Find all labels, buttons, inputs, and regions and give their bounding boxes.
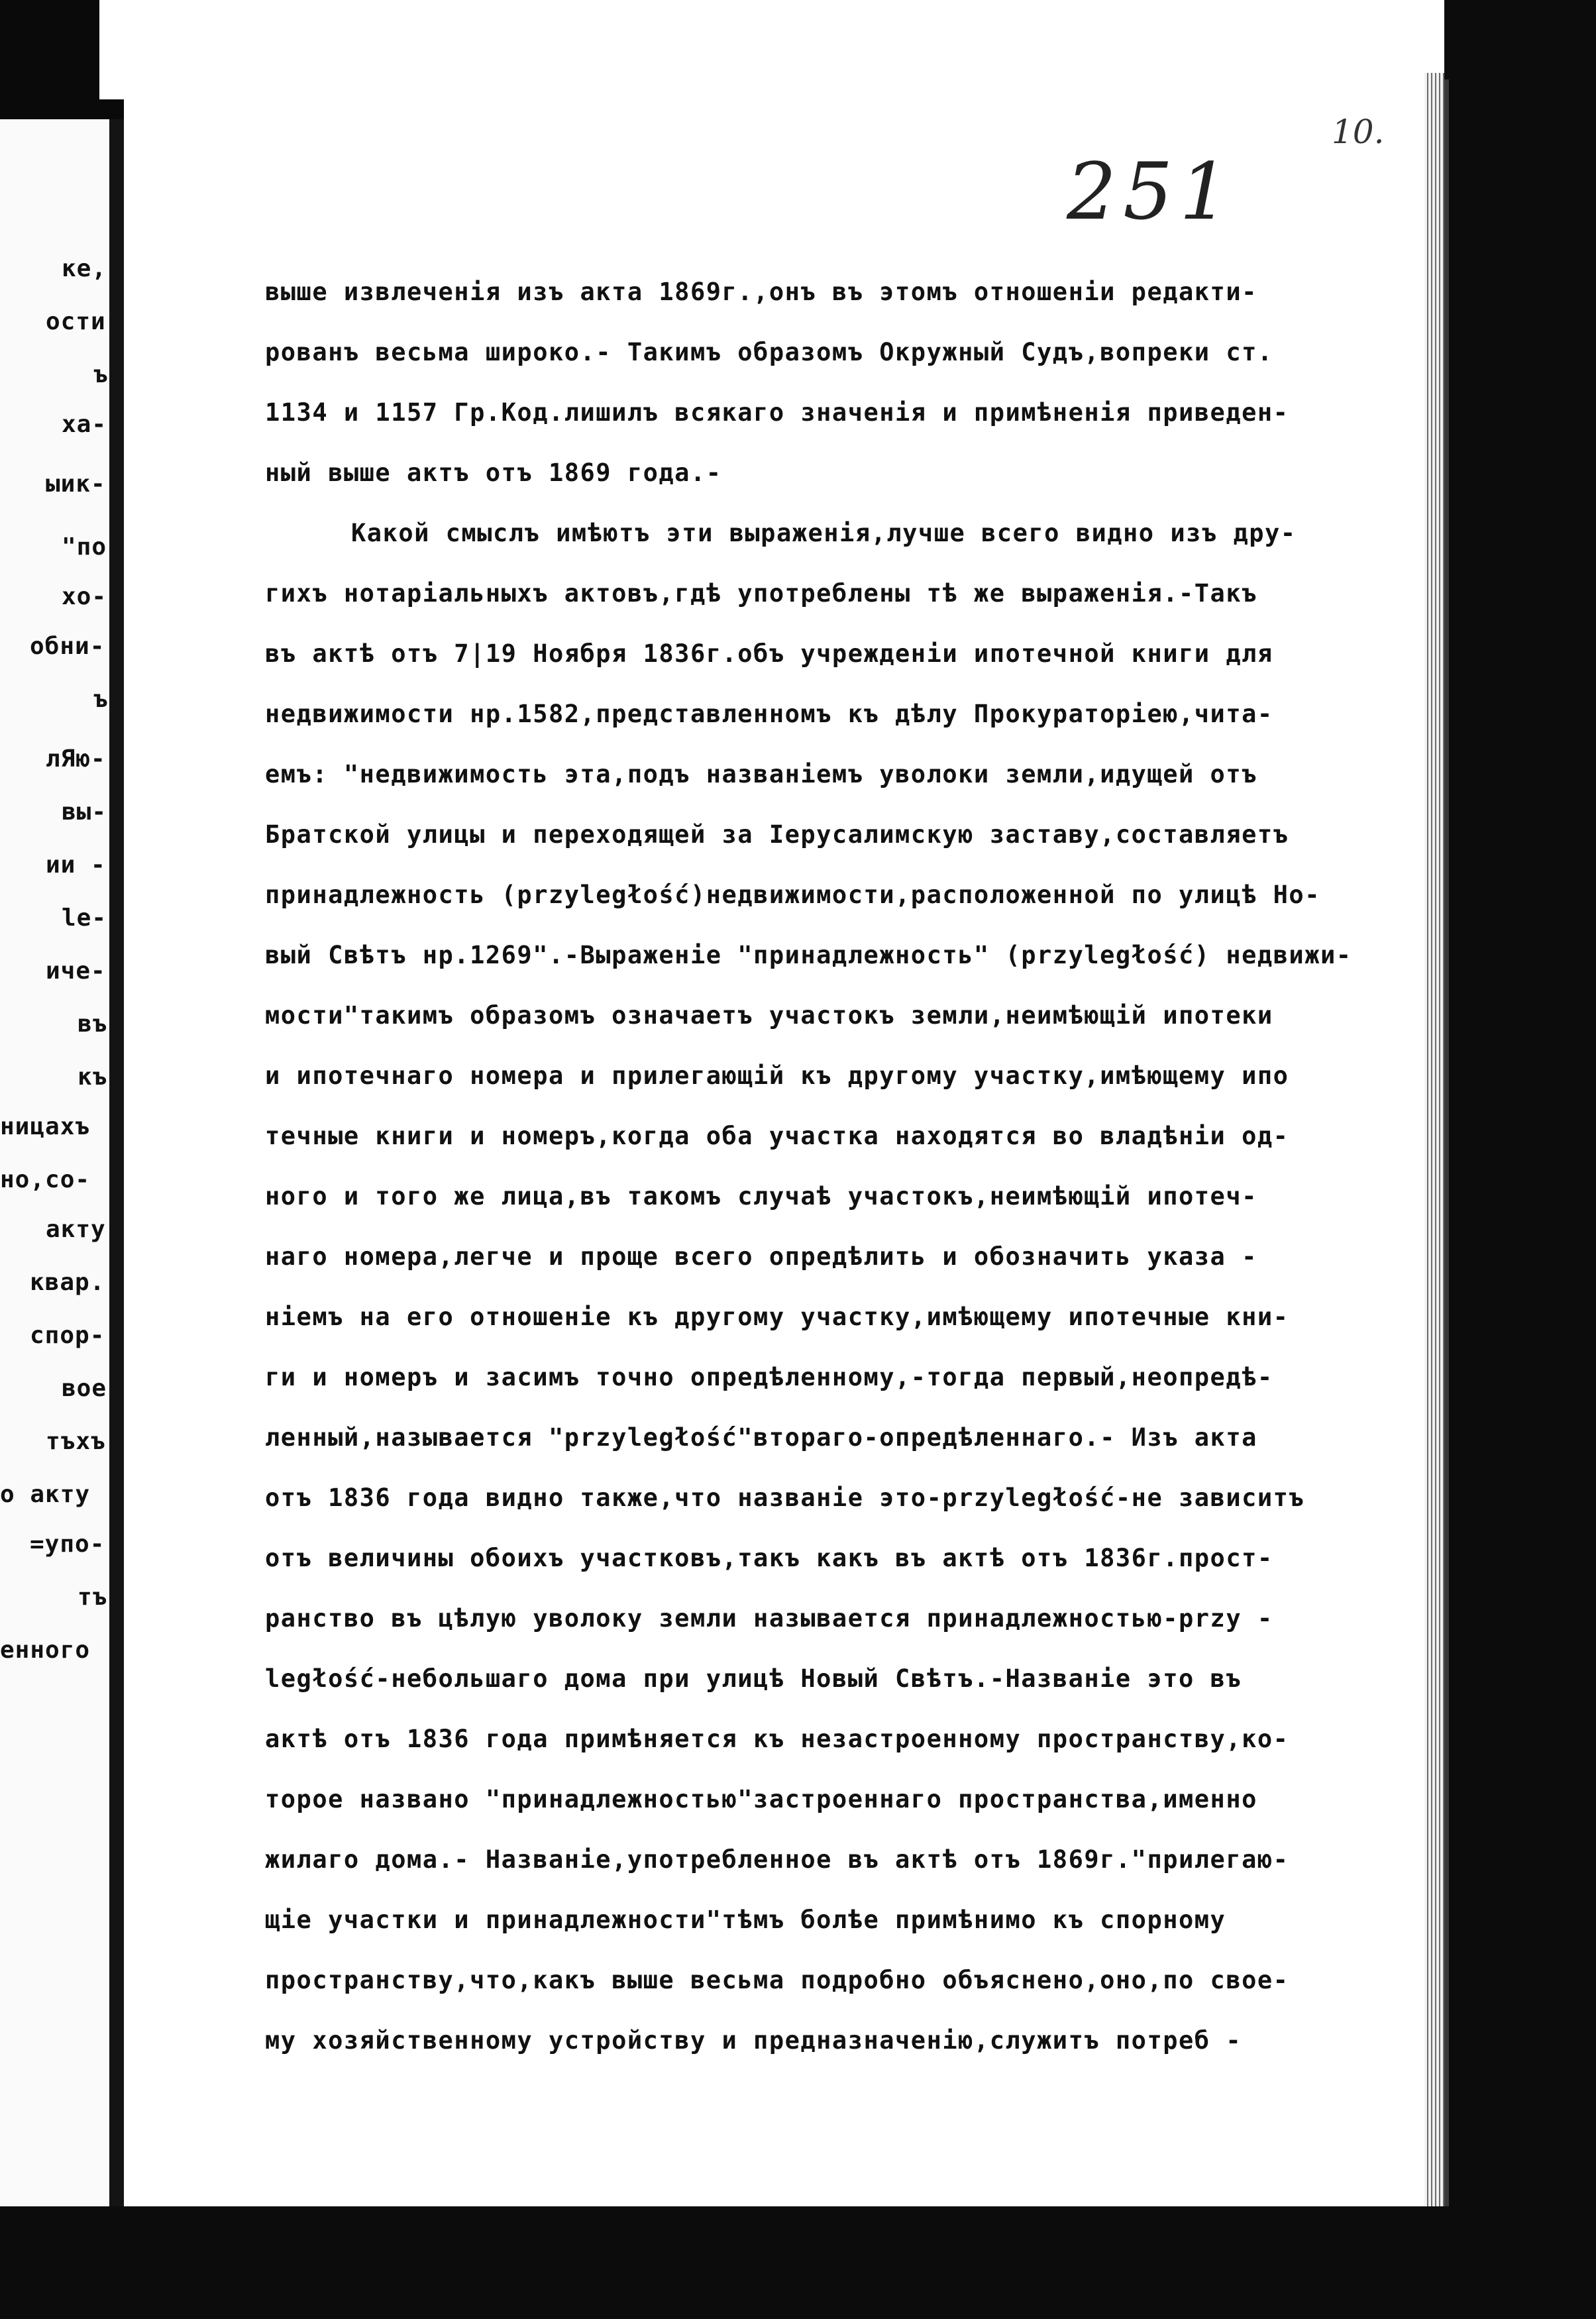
left-page-fragment: вы- [62, 798, 107, 826]
text-line: нiемъ на его отношенiе къ другому участку,имѣющему ипотечные кни- [265, 1303, 1289, 1331]
left-page-fragment: ъ [93, 361, 109, 388]
text-line: жилаго дома.- Названiе,употребленное въ актѣ отъ 1869г."прилегаю- [265, 1845, 1289, 1874]
left-page-fragment: тъхъ [46, 1428, 106, 1455]
left-page-fragment: ха- [62, 411, 107, 438]
left-page-fragment: квар. [30, 1269, 105, 1296]
text-line: течные книги и номеръ,когда оба участка находятся во владѣнiи од- [265, 1122, 1289, 1150]
folio-number: 251 [1067, 146, 1236, 237]
text-line: мости"такимъ образомъ означаетъ участокъ земли,неимѣющiй ипотеки [265, 1001, 1273, 1030]
left-page-fragment: ости [46, 308, 106, 335]
text-line: му хозяйственному устройству и предназначенiю,служитъ потреб - [265, 2026, 1242, 2055]
text-line: торое названо "принадлежностью"застроеннаго пространства,именно [265, 1785, 1257, 1813]
previous-page-fragment [0, 119, 109, 2206]
text-line: 1134 и 1157 Гр.Код.лишилъ всякаго значенiя и примѣненiя приведен- [265, 398, 1289, 427]
left-page-fragment: =упо- [30, 1531, 105, 1558]
text-line: недвижимости нр.1582,представленномъ къ дѣлу Прокураторiею,чита- [265, 700, 1273, 728]
document-body [265, 262, 1391, 2071]
scan-background-bottom [0, 2206, 1596, 2319]
text-line: отъ величины обоихъ участковъ,такъ какъ въ актѣ отъ 1836г.прост- [265, 1544, 1273, 1572]
text-line: актѣ отъ 1836 года примѣняется къ незастроенному пространству,ко- [265, 1725, 1289, 1753]
left-page-fragment: ницахъ [0, 1113, 91, 1140]
text-line: вый Свѣтъ нр.1269".-Выраженiе "принадлежность" (przyległość) недвижи- [265, 941, 1352, 969]
left-page-fragment: тъ [78, 1584, 108, 1611]
text-line: ного и того же лица,въ такомъ случаѣ участокъ,неимѣющiй ипотеч- [265, 1182, 1257, 1211]
left-page-fragment: лЯю- [46, 745, 106, 773]
left-page-fragment: ыик- [46, 470, 106, 498]
left-page-fragment: ъ [93, 686, 109, 713]
text-line: Братской улицы и переходящей за Iерусалимскую заставу,составляетъ [265, 820, 1289, 849]
text-line: въ актѣ отъ 7|19 Ноября 1836г.объ учрежденiи ипотечной книги для [265, 639, 1273, 668]
text-line: принадлежность (przyległość)недвижимости,расположенной по улицѣ Но- [265, 881, 1320, 909]
text-line: и ипотечнаго номера и прилегающiй къ другому участку,имѣющему ипо [265, 1061, 1289, 1090]
left-page-fragment: иче- [46, 957, 106, 985]
left-page-fragment: о акту [0, 1481, 91, 1508]
left-page-fragment: спор- [30, 1322, 105, 1349]
text-line: Какой смыслъ имѣютъ эти выраженiя,лучше всего видно изъ дру- [351, 519, 1297, 547]
left-page-fragment: "по [62, 533, 107, 561]
corner-page-number: 10. [1332, 113, 1385, 151]
text-line: ленный,называется "przyległość"втораго-опредѣленнаго.- Изъ акта [265, 1423, 1257, 1452]
left-page-fragment: обни- [30, 633, 105, 660]
left-page-fragment: хо- [62, 583, 107, 610]
text-line: пространству,что,какъ выше весьма подробно объяснено,оно,по свое- [265, 1966, 1289, 1994]
text-line: гихъ нотарiальныхъ актовъ,гдѣ употреблены тѣ же выраженiя.-Такъ [265, 579, 1257, 608]
text-line: ległość-небольшаго дома при улицѣ Новый Свѣтъ.-Названiе это въ [265, 1664, 1242, 1693]
left-page-fragment: енного [0, 1637, 91, 1664]
text-line: наго номера,легче и проще всего опредѣлить и обозначить указа - [265, 1242, 1257, 1271]
left-page-fragment: вое [62, 1375, 107, 1402]
text-line: емъ: "недвижимость эта,подъ названiемъ уволоки земли,идущей отъ [265, 760, 1257, 788]
left-page-fragment: въ [78, 1010, 108, 1038]
scan-background-right [1444, 0, 1596, 2319]
text-line: ный выше актъ отъ 1869 года.- [265, 458, 722, 487]
left-page-fragment: къ [78, 1063, 108, 1091]
left-page-fragment: ии - [46, 851, 106, 879]
text-line: выше извлеченiя изъ акта 1869г.,онъ въ этомъ отношенiи редакти- [265, 278, 1257, 306]
left-page-fragment: но,со- [0, 1166, 91, 1193]
text-line: отъ 1836 года видно также,что названiе это-przyległość-не зависитъ [265, 1483, 1305, 1512]
left-page-fragment: ке, [62, 255, 107, 282]
left-page-fragment: le- [62, 904, 107, 932]
text-line: щiе участки и принадлежности"тѣмъ болѣе примѣнимо къ спорному [265, 1906, 1226, 1934]
left-page-fragment: акту [46, 1216, 106, 1243]
text-line: рованъ весьма широко.- Такимъ образомъ Окружный Судъ,вопреки ст. [265, 338, 1273, 366]
text-line: ранство въ цѣлую уволоку земли называется принадлежностью-przy - [265, 1604, 1273, 1633]
page-edge-stack [1424, 73, 1444, 2206]
text-line: ги и номеръ и засимъ точно опредѣленному,-тогда первый,неопредѣ- [265, 1363, 1273, 1391]
book-gutter [109, 119, 124, 2206]
